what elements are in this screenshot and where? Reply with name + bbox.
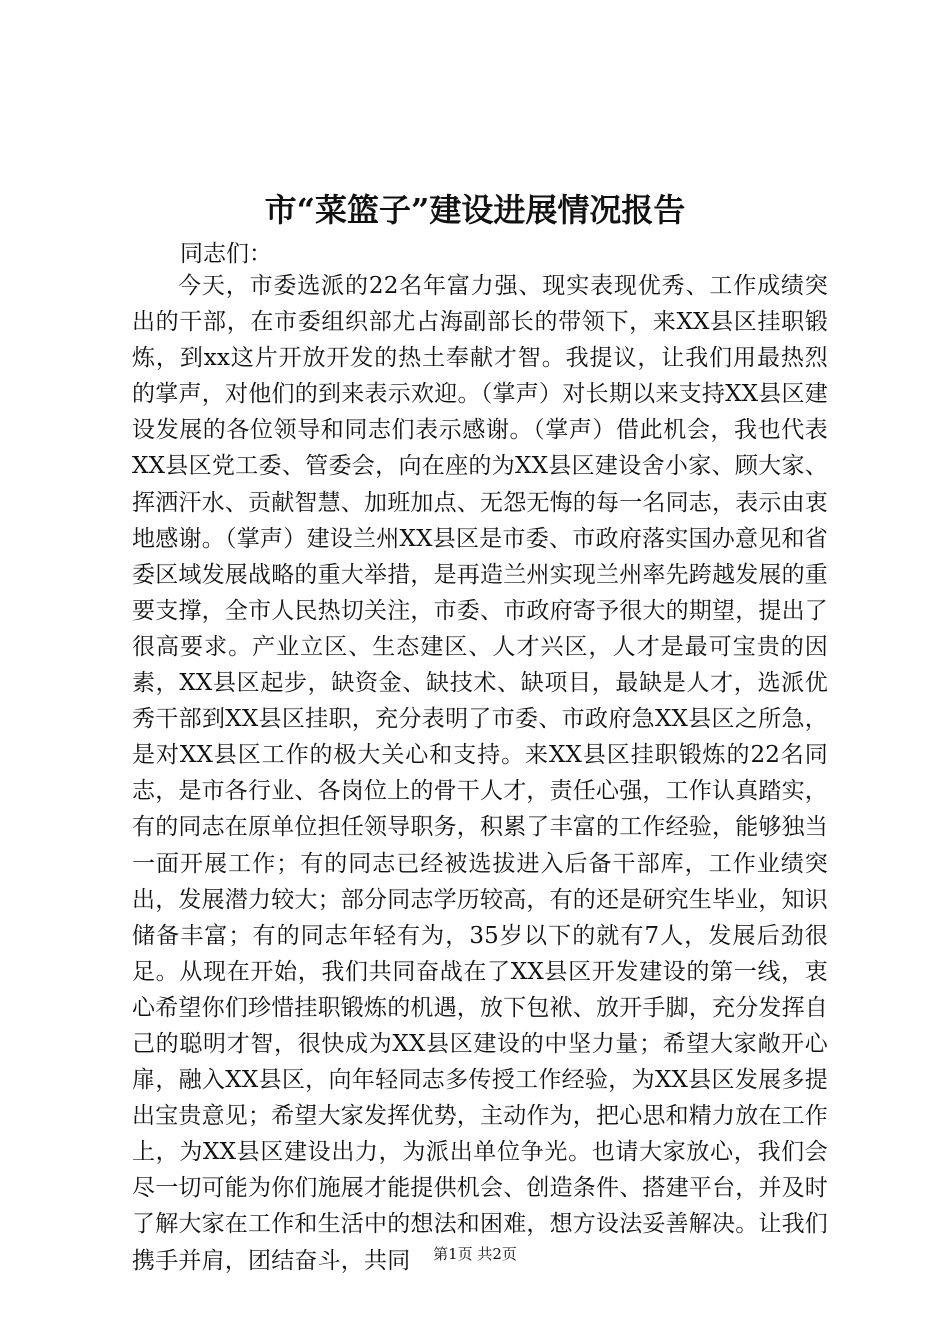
document-title: 市“菜篮子”建设进展情况报告: [264, 191, 686, 229]
salutation: 同志们：: [180, 241, 272, 267]
body-paragraph: 今天，市委选派的22名年富力强、现实表现优秀、工作成绩突出的干部，在市委组织部尤占海副部长的带领下，来XX县区挂职锻炼，到xx这片开放开发的热土奉献才智。我提议，让我们用最热烈的掌声，对他们的到来表示欢迎。（掌声）对长期以来支持XX县区建设发展的各位领导和同志们表示感谢。（掌声）借此机会，我也代表XX县区党工委、管委会，向在座的为XX县区建设舍小家、顾大家、挥洒汗水、贡献智慧、加班加点、无怨无悔的每一名同志，表示由衷地感谢。（掌声）建设兰州XX县区是市委、市政府落实国办意见和省委区域发展战略的重大举措，是再造兰州实现兰州率先跨越发展的重要支撑，全市人民热切关注，市委、市政府寄予很大的期望，提出了很高要求。产业立区、生态建区、人才兴区，人才是最可宝贵的因素，XX县区起步，缺资金、缺技术、缺项目，最缺是人才，选派优秀干部到XX县区挂职，充分表明了市委、市政府急XX县区之所急，是对XX县区工作的极大关心和支持。来XX县区挂职锻炼的22名同志，是市各行业、各岗位上的骨干人才，责任心强，工作认真踏实，有的同志在原单位担任领导职务，积累了丰富的工作经验，能够独当一面开展工作；有的同志已经被选拔进入后备干部库，工作业绩突出，发展潜力较大；部分同志学历较高，有的还是研究生毕业，知识储备丰富；有的同志年轻有为，35岁以下的就有7人，发展后劲很足。从现在开始，我们共同奋战在了XX县区开发建设的第一线，衷心希望你们珍惜挂职锻炼的机遇，放下包袱、放开手脚，充分发挥自己的聪明才智，很快成为XX县区建设的中坚力量；希望大家敞开心扉，融入XX县区，向年轻同志多传授工作经验，为XX县区发展多提出宝贵意见；希望大家发挥优势，主动作为，把心思和精力放在工作上，为XX县区建设出力，为派出单位争光。也请大家放心，我们会尽一切可能为你们施展才能提供机会、创造条件、搭建平台，并及时了解大家在工作和生活中的想法和困难，想方设法妥善解决。让我们携手并肩，团结奋斗，共同: [132, 273, 828, 1274]
page-indicator: 第1页 共2页: [433, 1245, 517, 1263]
